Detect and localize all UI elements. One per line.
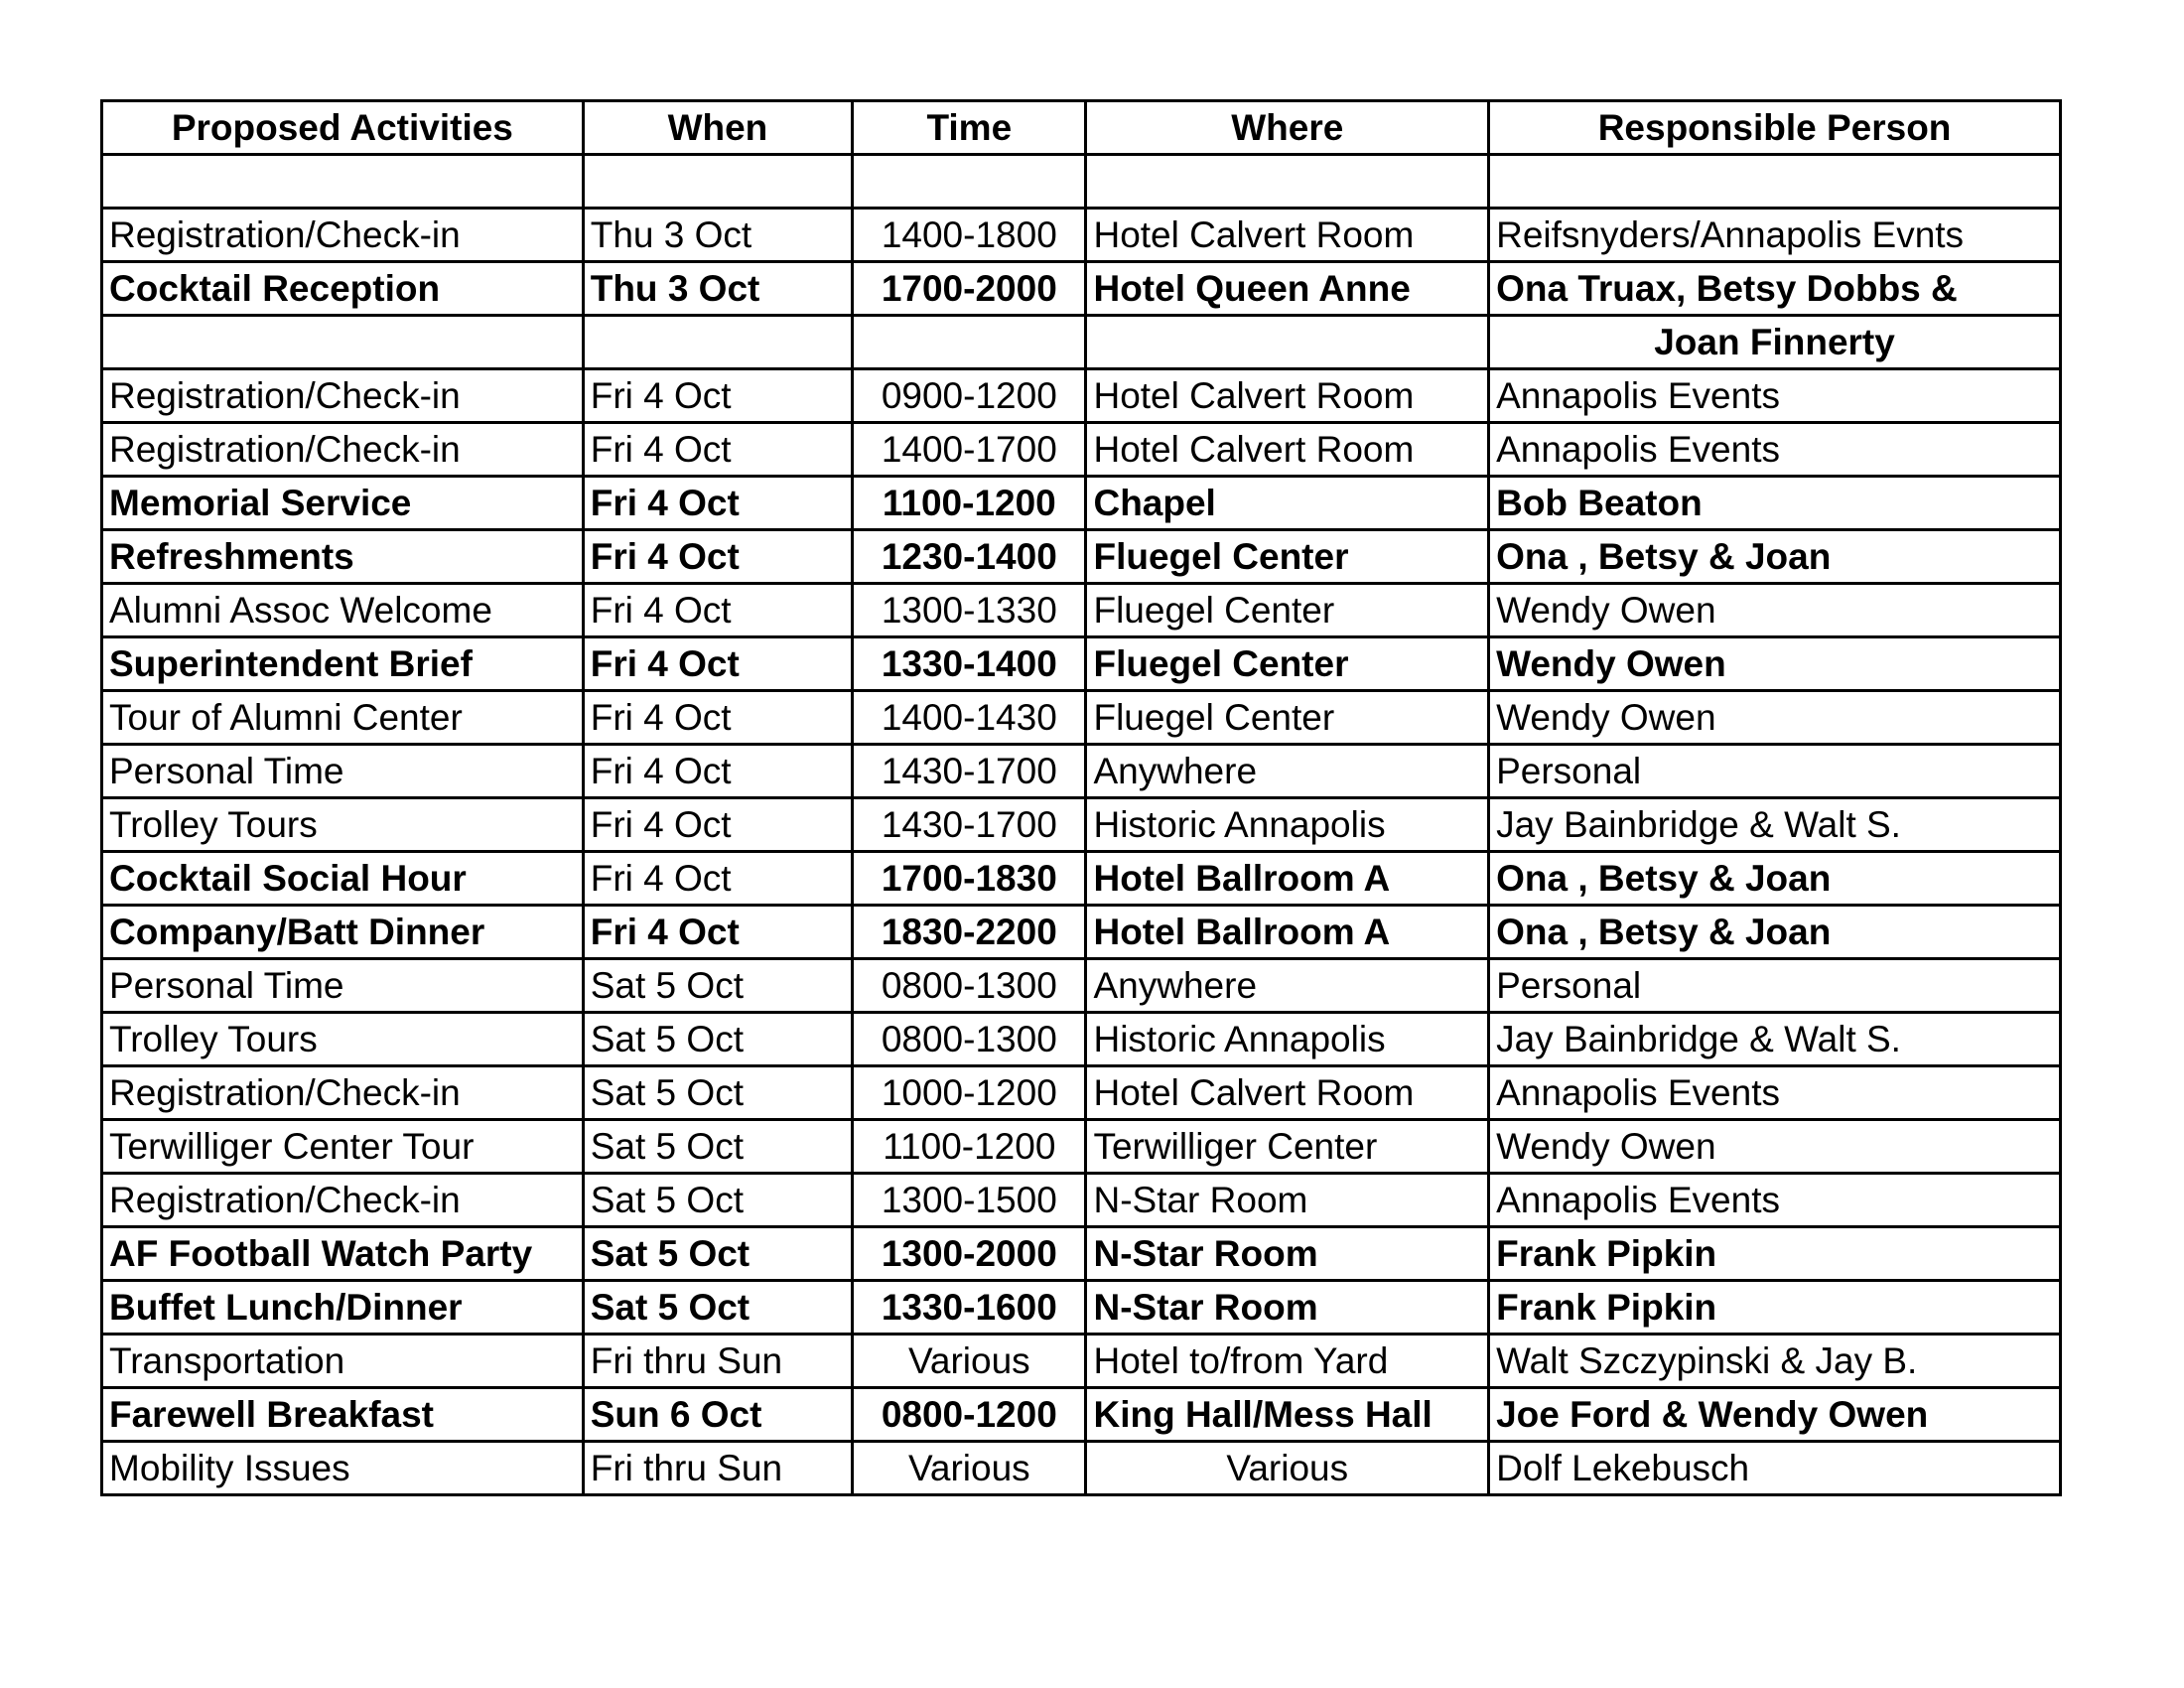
- when-cell: Fri 4 Oct: [583, 477, 852, 530]
- time-cell: Various: [853, 1335, 1086, 1388]
- when-cell: Sat 5 Oct: [583, 1013, 852, 1066]
- where-cell: Hotel Calvert Room: [1086, 423, 1489, 477]
- where-cell: Anywhere: [1086, 745, 1489, 798]
- when-cell: Fri 4 Oct: [583, 369, 852, 423]
- time-cell: 1300-2000: [853, 1227, 1086, 1281]
- responsible-cell: Walt Szczypinski & Jay B.: [1489, 1335, 2061, 1388]
- time-cell: 1100-1200: [853, 477, 1086, 530]
- table-row: [102, 1227, 2061, 1281]
- table-row: [102, 1388, 2061, 1442]
- when-cell: Fri thru Sun: [583, 1335, 852, 1388]
- when-cell: Sat 5 Oct: [583, 959, 852, 1013]
- where-cell: King Hall/Mess Hall: [1086, 1388, 1489, 1442]
- activity-cell: Buffet Lunch/Dinner: [102, 1281, 584, 1335]
- where-cell: Fluegel Center: [1086, 530, 1489, 584]
- responsible-cell: Personal: [1489, 959, 2061, 1013]
- where-cell: Historic Annapolis: [1086, 798, 1489, 852]
- activity-cell: Memorial Service: [102, 477, 584, 530]
- activity-cell: [102, 155, 584, 209]
- responsible-cell: Frank Pipkin: [1489, 1227, 2061, 1281]
- responsible-cell: Ona Truax, Betsy Dobbs &: [1489, 262, 2061, 316]
- schedule-sheet: [100, 99, 2062, 1496]
- activity-cell: Farewell Breakfast: [102, 1388, 584, 1442]
- time-cell: 0800-1300: [853, 959, 1086, 1013]
- when-cell: Sat 5 Oct: [583, 1066, 852, 1120]
- time-cell: 1300-1330: [853, 584, 1086, 637]
- responsible-cell: Wendy Owen: [1489, 1120, 2061, 1174]
- where-cell: Hotel Calvert Room: [1086, 369, 1489, 423]
- when-cell: Fri thru Sun: [583, 1442, 852, 1495]
- table-row: [102, 262, 2061, 316]
- header-responsible: Responsible Person: [1489, 101, 2061, 155]
- when-cell: Fri 4 Oct: [583, 852, 852, 906]
- where-cell: Hotel Calvert Room: [1086, 1066, 1489, 1120]
- table-row: [102, 1013, 2061, 1066]
- responsible-cell: Frank Pipkin: [1489, 1281, 2061, 1335]
- where-cell: Anywhere: [1086, 959, 1489, 1013]
- activity-cell: Registration/Check-in: [102, 1174, 584, 1227]
- table-row: [102, 209, 2061, 262]
- table-row: [102, 584, 2061, 637]
- where-cell: Terwilliger Center: [1086, 1120, 1489, 1174]
- where-cell: Hotel to/from Yard: [1086, 1335, 1489, 1388]
- responsible-cell: Ona , Betsy & Joan: [1489, 852, 2061, 906]
- when-cell: Fri 4 Oct: [583, 691, 852, 745]
- activity-cell: Trolley Tours: [102, 1013, 584, 1066]
- table-row: [102, 798, 2061, 852]
- where-cell: Fluegel Center: [1086, 691, 1489, 745]
- where-cell: N-Star Room: [1086, 1174, 1489, 1227]
- responsible-cell: Annapolis Events: [1489, 1066, 2061, 1120]
- activity-cell: Superintendent Brief: [102, 637, 584, 691]
- when-cell: Fri 4 Oct: [583, 745, 852, 798]
- activity-cell: Company/Batt Dinner: [102, 906, 584, 959]
- time-cell: 1400-1430: [853, 691, 1086, 745]
- table-row: [102, 1335, 2061, 1388]
- time-cell: 1830-2200: [853, 906, 1086, 959]
- table-row: [102, 155, 2061, 209]
- table-row: [102, 1066, 2061, 1120]
- time-cell: 1230-1400: [853, 530, 1086, 584]
- where-cell: Hotel Ballroom A: [1086, 906, 1489, 959]
- table-row: [102, 423, 2061, 477]
- when-cell: Fri 4 Oct: [583, 906, 852, 959]
- table-row: [102, 530, 2061, 584]
- when-cell: Fri 4 Oct: [583, 798, 852, 852]
- header-time: Time: [853, 101, 1086, 155]
- time-cell: 1000-1200: [853, 1066, 1086, 1120]
- time-cell: 1100-1200: [853, 1120, 1086, 1174]
- activity-cell: Personal Time: [102, 959, 584, 1013]
- when-cell: Fri 4 Oct: [583, 530, 852, 584]
- time-cell: 1430-1700: [853, 745, 1086, 798]
- activity-cell: Registration/Check-in: [102, 423, 584, 477]
- activity-cell: Transportation: [102, 1335, 584, 1388]
- responsible-cell: Wendy Owen: [1489, 691, 2061, 745]
- activity-cell: Alumni Assoc Welcome: [102, 584, 584, 637]
- when-cell: Fri 4 Oct: [583, 584, 852, 637]
- activity-cell: Cocktail Reception: [102, 262, 584, 316]
- responsible-cell: Jay Bainbridge & Walt S.: [1489, 1013, 2061, 1066]
- header-when: When: [583, 101, 852, 155]
- header-where: Where: [1086, 101, 1489, 155]
- activity-cell: Registration/Check-in: [102, 1066, 584, 1120]
- where-cell: Fluegel Center: [1086, 637, 1489, 691]
- time-cell: Various: [853, 1442, 1086, 1495]
- when-cell: Thu 3 Oct: [583, 209, 852, 262]
- activity-cell: AF Football Watch Party: [102, 1227, 584, 1281]
- activity-cell: Tour of Alumni Center: [102, 691, 584, 745]
- time-cell: 0900-1200: [853, 369, 1086, 423]
- when-cell: Sat 5 Oct: [583, 1120, 852, 1174]
- responsible-cell: Dolf Lekebusch: [1489, 1442, 2061, 1495]
- time-cell: 1430-1700: [853, 798, 1086, 852]
- responsible-cell: Ona , Betsy & Joan: [1489, 906, 2061, 959]
- table-row: [102, 1281, 2061, 1335]
- where-cell: Historic Annapolis: [1086, 1013, 1489, 1066]
- when-cell: Sat 5 Oct: [583, 1174, 852, 1227]
- responsible-cell: [1489, 155, 2061, 209]
- time-cell: [853, 155, 1086, 209]
- responsible-cell: Personal: [1489, 745, 2061, 798]
- activity-cell: Mobility Issues: [102, 1442, 584, 1495]
- when-cell: Sat 5 Oct: [583, 1227, 852, 1281]
- when-cell: Fri 4 Oct: [583, 423, 852, 477]
- where-cell: Chapel: [1086, 477, 1489, 530]
- time-cell: 1400-1800: [853, 209, 1086, 262]
- table-row: [102, 369, 2061, 423]
- when-cell: [583, 155, 852, 209]
- table-row: [102, 906, 2061, 959]
- where-cell: Hotel Queen Anne: [1086, 262, 1489, 316]
- responsible-cell: Annapolis Events: [1489, 423, 2061, 477]
- time-cell: [853, 316, 1086, 369]
- activities-table: [100, 99, 2062, 1496]
- table-row: [102, 745, 2061, 798]
- table-row: [102, 1174, 2061, 1227]
- table-body: [102, 155, 2061, 1495]
- time-cell: 1700-1830: [853, 852, 1086, 906]
- where-cell: Hotel Ballroom A: [1086, 852, 1489, 906]
- when-cell: Sun 6 Oct: [583, 1388, 852, 1442]
- time-cell: 1300-1500: [853, 1174, 1086, 1227]
- table-row: [102, 1442, 2061, 1495]
- responsible-cell: Wendy Owen: [1489, 637, 2061, 691]
- responsible-cell: Annapolis Events: [1489, 1174, 2061, 1227]
- header-activity: Proposed Activities: [102, 101, 584, 155]
- activity-cell: Registration/Check-in: [102, 209, 584, 262]
- time-cell: 1330-1600: [853, 1281, 1086, 1335]
- activity-cell: Trolley Tours: [102, 798, 584, 852]
- time-cell: 1700-2000: [853, 262, 1086, 316]
- table-row: [102, 1120, 2061, 1174]
- table-row: [102, 959, 2061, 1013]
- where-cell: N-Star Room: [1086, 1281, 1489, 1335]
- when-cell: Fri 4 Oct: [583, 637, 852, 691]
- table-row: [102, 691, 2061, 745]
- responsible-cell: Joan Finnerty: [1489, 316, 2061, 369]
- responsible-cell: Bob Beaton: [1489, 477, 2061, 530]
- responsible-cell: Reifsnyders/Annapolis Evnts: [1489, 209, 2061, 262]
- activity-cell: Registration/Check-in: [102, 369, 584, 423]
- responsible-cell: Annapolis Events: [1489, 369, 2061, 423]
- responsible-cell: Joe Ford & Wendy Owen: [1489, 1388, 2061, 1442]
- activity-cell: [102, 316, 584, 369]
- time-cell: 0800-1300: [853, 1013, 1086, 1066]
- table-row: [102, 852, 2061, 906]
- activity-cell: Refreshments: [102, 530, 584, 584]
- responsible-cell: Jay Bainbridge & Walt S.: [1489, 798, 2061, 852]
- where-cell: Fluegel Center: [1086, 584, 1489, 637]
- responsible-cell: Ona , Betsy & Joan: [1489, 530, 2061, 584]
- where-cell: N-Star Room: [1086, 1227, 1489, 1281]
- table-row: [102, 637, 2061, 691]
- activity-cell: Cocktail Social Hour: [102, 852, 584, 906]
- time-cell: 1330-1400: [853, 637, 1086, 691]
- when-cell: Sat 5 Oct: [583, 1281, 852, 1335]
- when-cell: Thu 3 Oct: [583, 262, 852, 316]
- table-row: [102, 316, 2061, 369]
- where-cell: Various: [1086, 1442, 1489, 1495]
- table-row: [102, 477, 2061, 530]
- where-cell: [1086, 155, 1489, 209]
- where-cell: [1086, 316, 1489, 369]
- when-cell: [583, 316, 852, 369]
- activity-cell: Personal Time: [102, 745, 584, 798]
- time-cell: 0800-1200: [853, 1388, 1086, 1442]
- activity-cell: Terwilliger Center Tour: [102, 1120, 584, 1174]
- time-cell: 1400-1700: [853, 423, 1086, 477]
- where-cell: Hotel Calvert Room: [1086, 209, 1489, 262]
- header-row: [102, 101, 2061, 155]
- responsible-cell: Wendy Owen: [1489, 584, 2061, 637]
